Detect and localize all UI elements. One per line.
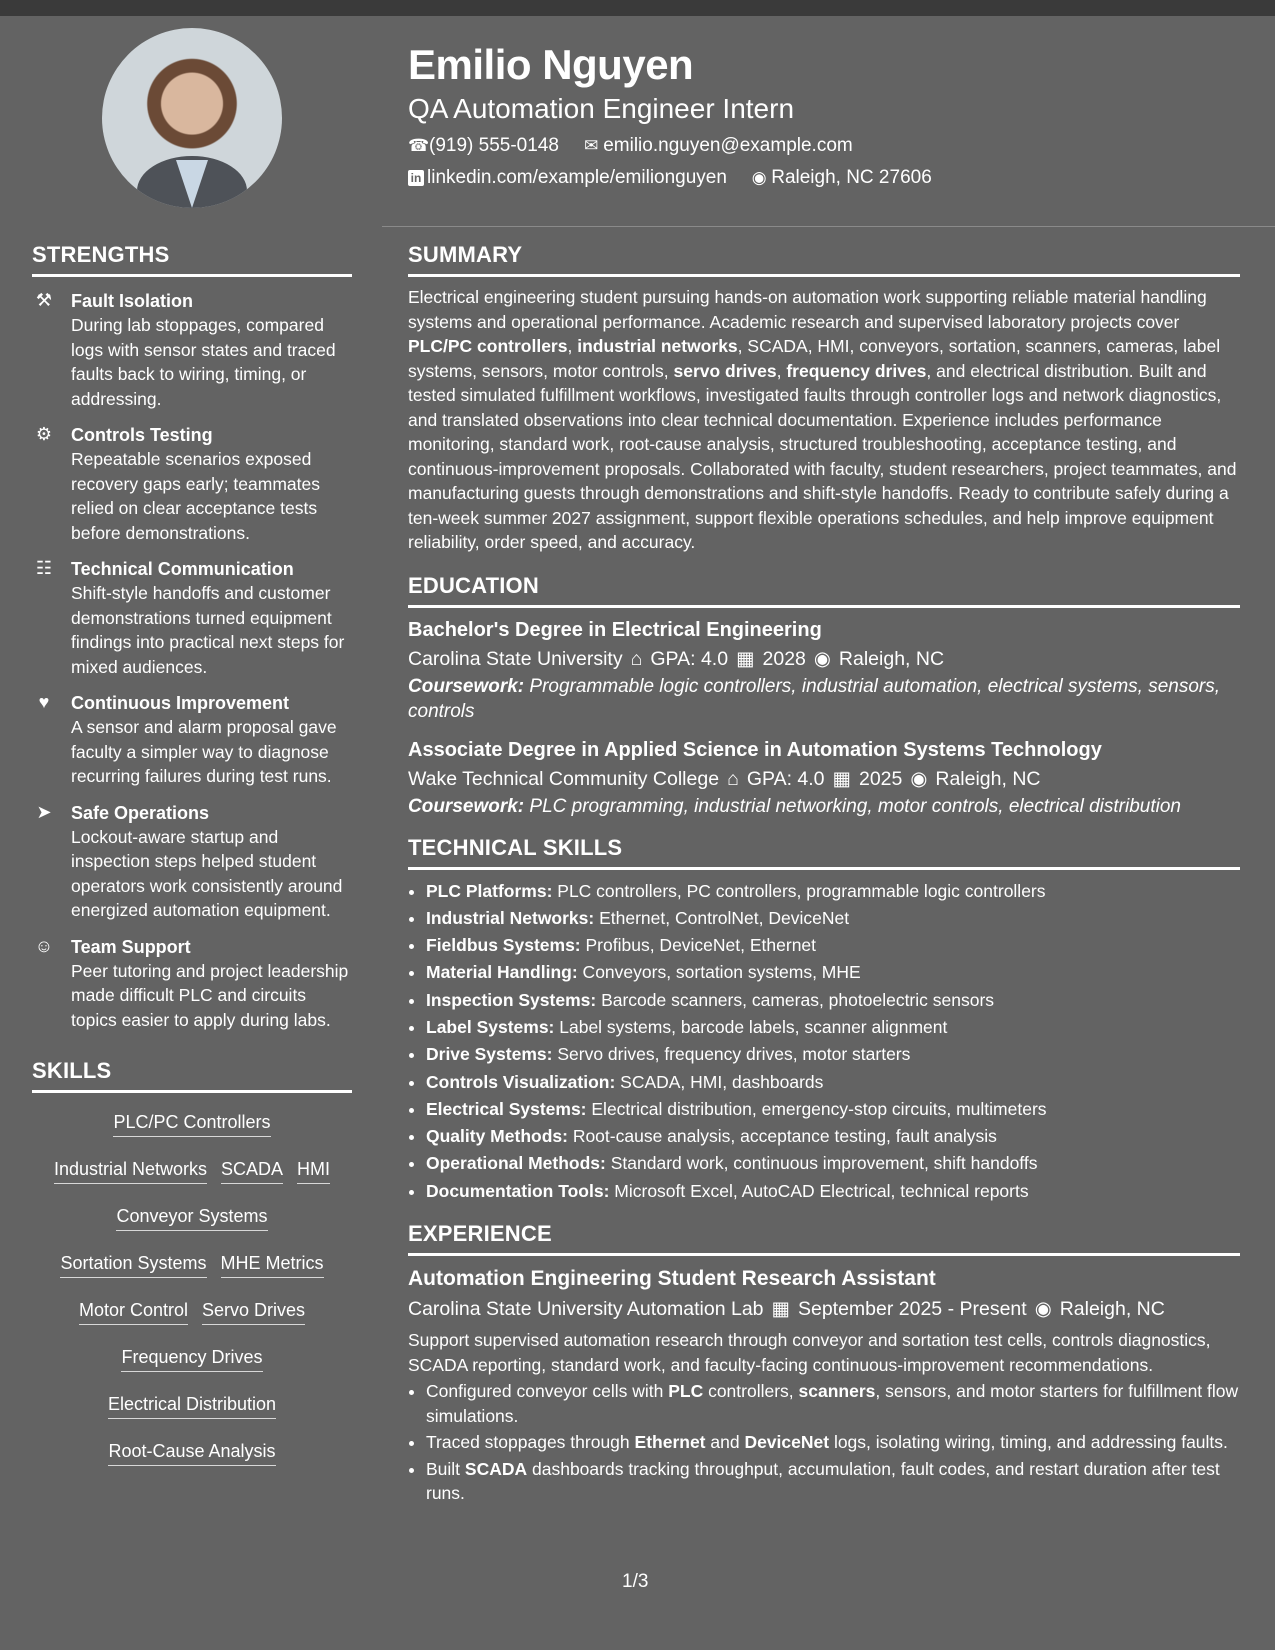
strengths-heading: STRENGTHS: [32, 240, 352, 277]
bold-text: Ethernet: [634, 1432, 706, 1453]
skill-tag: PLC/PC Controllers: [113, 1109, 270, 1137]
education-heading: EDUCATION: [408, 571, 1240, 608]
job-dates: September 2025 - Present: [797, 1298, 1027, 1321]
graduation-cap-icon: ⌂: [727, 767, 739, 790]
technical-skill-item: [426, 1069, 1240, 1096]
strength-item: [32, 423, 352, 545]
right-column: [408, 240, 1240, 1520]
left-column: [32, 240, 352, 1485]
skill-category: Controls Visualization:: [426, 1071, 616, 1092]
technical-skill-item: [426, 1150, 1240, 1177]
calendar-icon: ▦: [771, 1298, 790, 1321]
summary-text: [408, 285, 1240, 555]
linkedin-icon: in: [408, 170, 424, 186]
skill-category: Documentation Tools:: [426, 1180, 610, 1201]
coursework: [408, 794, 1240, 819]
strength-item: [32, 801, 352, 923]
skill-row: [32, 1203, 352, 1231]
skill-tag: Frequency Drives: [121, 1344, 262, 1372]
paper-plane-icon: ➤: [36, 801, 52, 822]
technical-skill-item: [426, 878, 1240, 905]
gpa: GPA: 4.0: [746, 767, 825, 790]
job-bullets: [408, 1379, 1240, 1506]
skill-values: Ethernet, ControlNet, DeviceNet: [594, 907, 850, 928]
job-bullet: [426, 1457, 1240, 1506]
page-number: 1/3: [622, 1571, 649, 1592]
strength-title: Fault Isolation: [71, 291, 194, 311]
map-marker-icon: ◉: [813, 647, 831, 670]
bold-text: industrial networks: [577, 336, 738, 356]
technical-skill-item: [426, 1178, 1240, 1205]
job-title: Automation Engineering Student Research Assistant: [408, 1267, 936, 1291]
map-marker-icon: ◉: [910, 767, 928, 790]
summary-heading: SUMMARY: [408, 240, 1240, 277]
header-divider: [382, 226, 1275, 227]
coursework-text: Programmable logic controllers, industrial automation, electrical systems, sensors, controls: [408, 675, 1221, 722]
experience-heading: EXPERIENCE: [408, 1219, 1240, 1256]
text-run: , and electrical distribution. Built and tested simulated fulfillment workflows, investigated faults through controller logs and network diagnostics, and translated observations into clear technical documentation. Experience includes performance monitoring, standard work, root-cause analysis, structured troubleshooting, acceptance testing, and continuous-improvement proposals. Collaborated with faculty, student researchers, project teammates, and manufacturing guests through demonstrations and shift-style handoffs. Ready to contribute safely during a ten-week summer 2027 assignment, support flexible operations schedules, and help improve equipment reliability, order speed, and accuracy.: [408, 360, 1237, 552]
skill-row: [32, 1250, 352, 1278]
text-run: Built: [426, 1458, 465, 1479]
text-run: dashboards tracking throughput, accumulation, fault codes, and restart duration after test runs.: [426, 1458, 1220, 1504]
contact-info: [408, 130, 1238, 194]
skill-row: [32, 1344, 352, 1372]
skill-values: Label systems, barcode labels, scanner alignment: [554, 1016, 948, 1037]
strength-title: Team Support: [71, 936, 191, 957]
strengths-list: [32, 289, 352, 1032]
grad-year: 2028: [762, 647, 806, 670]
envelope-icon: ✉: [584, 136, 599, 155]
job-bullet: [426, 1430, 1240, 1455]
graduation-cap-icon: ⌂: [630, 647, 643, 670]
bold-text: PLC: [668, 1381, 704, 1402]
bold-text: frequency drives: [786, 360, 927, 381]
heart-icon: ♥: [38, 692, 50, 712]
strength-desc: Peer tutoring and project leadership made difficult PLC and circuits topics easier to apply during labs.: [71, 960, 349, 1030]
map-marker-icon: ◉: [1034, 1298, 1052, 1321]
skill-values: Servo drives, frequency drives, motor starters: [552, 1044, 911, 1065]
skill-values: PLC controllers, PC controllers, programmable logic controllers: [552, 880, 1046, 901]
text-run: ,: [567, 336, 578, 356]
text-run: Electrical engineering student pursuing hands-on automation work supporting reliable material handling systems and operational performance. Academic research and supervised laboratory projects cover: [408, 287, 1207, 332]
skill-values: SCADA, HMI, dashboards: [615, 1071, 824, 1092]
skill-tag: Sortation Systems: [60, 1250, 206, 1278]
profile-photo: [102, 28, 282, 208]
bold-text: PLC/PC controllers: [408, 336, 568, 356]
users-icon: ☺: [34, 935, 54, 956]
comments-icon: ☷: [35, 558, 53, 578]
strength-desc: Repeatable scenarios exposed recovery gaps early; teammates relied on clear acceptance tests before demonstrations.: [71, 449, 320, 543]
candidate-title: QA Automation Engineer Intern: [408, 93, 795, 124]
skill-values: Root-cause analysis, acceptance testing, fault analysis: [567, 1126, 997, 1147]
skill-category: Label Systems:: [426, 1016, 555, 1037]
text-run: Traced stoppages through: [426, 1432, 635, 1453]
degree-meta: [408, 764, 1240, 794]
bold-text: scanners: [798, 1381, 876, 1402]
skill-category: Fieldbus Systems:: [426, 935, 581, 956]
text-run: and: [705, 1432, 745, 1453]
education-list: [408, 616, 1240, 819]
calendar-icon: ▦: [832, 767, 851, 790]
job-location: Raleigh, NC: [1059, 1298, 1165, 1321]
skill-values: Conveyors, sortation systems, MHE: [577, 962, 861, 983]
skill-values: Microsoft Excel, AutoCAD Electrical, technical reports: [609, 1180, 1029, 1201]
skill-tag: HMI: [297, 1156, 330, 1184]
skill-tag: Electrical Distribution: [108, 1391, 276, 1419]
skill-category: Material Handling:: [426, 962, 578, 983]
coursework-label: Coursework:: [408, 795, 525, 817]
technical-skill-item: [426, 905, 1240, 932]
technical-skill-item: [426, 1014, 1240, 1041]
strength-title: Continuous Improvement: [71, 693, 290, 713]
strength-item: [32, 935, 352, 1033]
text-run: ,: [776, 360, 787, 381]
skill-values: Standard work, continuous improvement, shift handoffs: [605, 1153, 1038, 1174]
job-description: Support supervised automation research through conveyor and sortation test cells, controls diagnostics, SCADA reporting, standard work, and faculty-facing continuous-improvement recommendations.: [408, 1330, 1211, 1375]
skill-category: Inspection Systems:: [426, 989, 597, 1010]
text-run: , sensors, and motor starters for fulfillment flow simulations.: [426, 1381, 1239, 1426]
school-location: Raleigh, NC: [935, 767, 1041, 790]
technical-skills-list: [408, 878, 1240, 1206]
skill-category: Industrial Networks:: [426, 907, 595, 928]
technical-skill-item: [426, 1096, 1240, 1123]
technical-skill-item: [426, 1123, 1240, 1150]
strength-desc: A sensor and alarm proposal gave faculty a simpler way to diagnose recurring failures during test runs.: [71, 717, 337, 786]
skill-category: Operational Methods:: [426, 1153, 606, 1174]
phone-item: [408, 130, 559, 162]
gpa: GPA: 4.0: [650, 647, 729, 670]
skills-list: [32, 1109, 352, 1466]
strength-item: [32, 557, 352, 679]
strength-title: Safe Operations: [71, 802, 210, 823]
email-item[interactable]: [582, 130, 853, 162]
skill-row: [32, 1438, 352, 1466]
technical-skill-item: [426, 1041, 1240, 1068]
email-text[interactable]: emilio.nguyen@example.com: [603, 135, 853, 156]
skill-values: Profibus, DeviceNet, Ethernet: [580, 935, 817, 956]
skill-tag: MHE Metrics: [221, 1250, 324, 1278]
skill-tag: Conveyor Systems: [116, 1203, 267, 1231]
experience-list: [408, 1264, 1240, 1506]
skill-category: Drive Systems:: [426, 1044, 553, 1065]
strength-title: Controls Testing: [71, 425, 213, 445]
bold-text: DeviceNet: [744, 1432, 830, 1453]
skills-heading: SKILLS: [32, 1056, 352, 1093]
degree-title: Associate Degree in Applied Science in Automation Systems Technology: [408, 738, 1102, 761]
skill-row: [32, 1391, 352, 1419]
strength-desc: Shift-style handoffs and customer demonstrations turned equipment findings into practical next steps for mixed audiences.: [71, 583, 345, 677]
header: [408, 40, 1238, 194]
linkedin-item[interactable]: [408, 162, 727, 194]
skill-category: PLC Platforms:: [426, 880, 553, 901]
technical-skill-item: [426, 987, 1240, 1014]
degree-meta: [408, 644, 1240, 674]
candidate-name: Emilio Nguyen: [408, 41, 694, 88]
skill-tag: SCADA: [221, 1156, 283, 1184]
skill-tag: Servo Drives: [202, 1297, 305, 1325]
skill-category: Quality Methods:: [426, 1126, 568, 1147]
linkedin-text[interactable]: linkedin.com/example/emilionguyen: [427, 167, 727, 188]
text-run: Configured conveyor cells with: [426, 1381, 669, 1402]
phone-icon: ☎: [408, 136, 430, 155]
strength-item: [32, 289, 352, 411]
bold-text: servo drives: [673, 360, 777, 381]
technical-skill-item: [426, 932, 1240, 959]
text-run: , SCADA, HMI, conveyors, sortation, scanners, cameras, label systems, sensors, motor controls,: [408, 336, 1221, 381]
wrench-icon: ⚒: [35, 290, 53, 310]
school-name: Wake Technical Community College: [408, 767, 720, 790]
skill-row: [32, 1156, 352, 1184]
coursework-label: Coursework:: [408, 675, 525, 697]
text-run: logs, isolating wiring, timing, and addressing faults.: [829, 1432, 1228, 1453]
skill-category: Electrical Systems:: [426, 1098, 587, 1119]
technical-skill-item: [426, 959, 1240, 986]
strength-title: Technical Communication: [71, 559, 294, 579]
text-run: controllers,: [703, 1381, 799, 1402]
coursework: [408, 674, 1240, 724]
map-marker-icon: ◉: [751, 168, 767, 187]
strength-item: [32, 691, 352, 789]
job-bullet: [426, 1379, 1240, 1428]
skill-tag: Industrial Networks: [54, 1156, 207, 1184]
skill-tag: Motor Control: [79, 1297, 188, 1325]
grad-year: 2025: [858, 767, 903, 790]
gears-icon: ⚙: [35, 424, 53, 444]
school-location: Raleigh, NC: [838, 647, 945, 670]
bold-text: SCADA: [464, 1458, 528, 1479]
skill-values: Electrical distribution, emergency-stop circuits, multimeters: [586, 1098, 1047, 1119]
location-item: [750, 162, 932, 194]
skill-values: Barcode scanners, cameras, photoelectric sensors: [596, 989, 995, 1010]
skill-row: [32, 1297, 352, 1325]
coursework-text: PLC programming, industrial networking, motor controls, electrical distribution: [524, 795, 1181, 817]
skill-tag: Root-Cause Analysis: [108, 1438, 275, 1466]
job-org: Carolina State University Automation Lab: [408, 1298, 764, 1321]
degree-title: Bachelor's Degree in Electrical Engineering: [408, 618, 822, 641]
calendar-icon: ▦: [736, 647, 755, 670]
school-name: Carolina State University: [408, 647, 623, 670]
strength-desc: During lab stoppages, compared logs with sensor states and traced faults back to wiring, timing, or addressing.: [71, 315, 336, 409]
location-text: Raleigh, NC 27606: [771, 167, 932, 188]
skill-row: [32, 1109, 352, 1137]
top-bar: [0, 0, 1275, 16]
job-meta: [408, 1294, 1240, 1324]
phone-text: (919) 555-0148: [429, 135, 559, 156]
strength-desc: Lockout-aware startup and inspection steps helped student operators work consistently around energized automation equipment.: [71, 826, 343, 920]
technical-skills-heading: TECHNICAL SKILLS: [408, 833, 1240, 870]
